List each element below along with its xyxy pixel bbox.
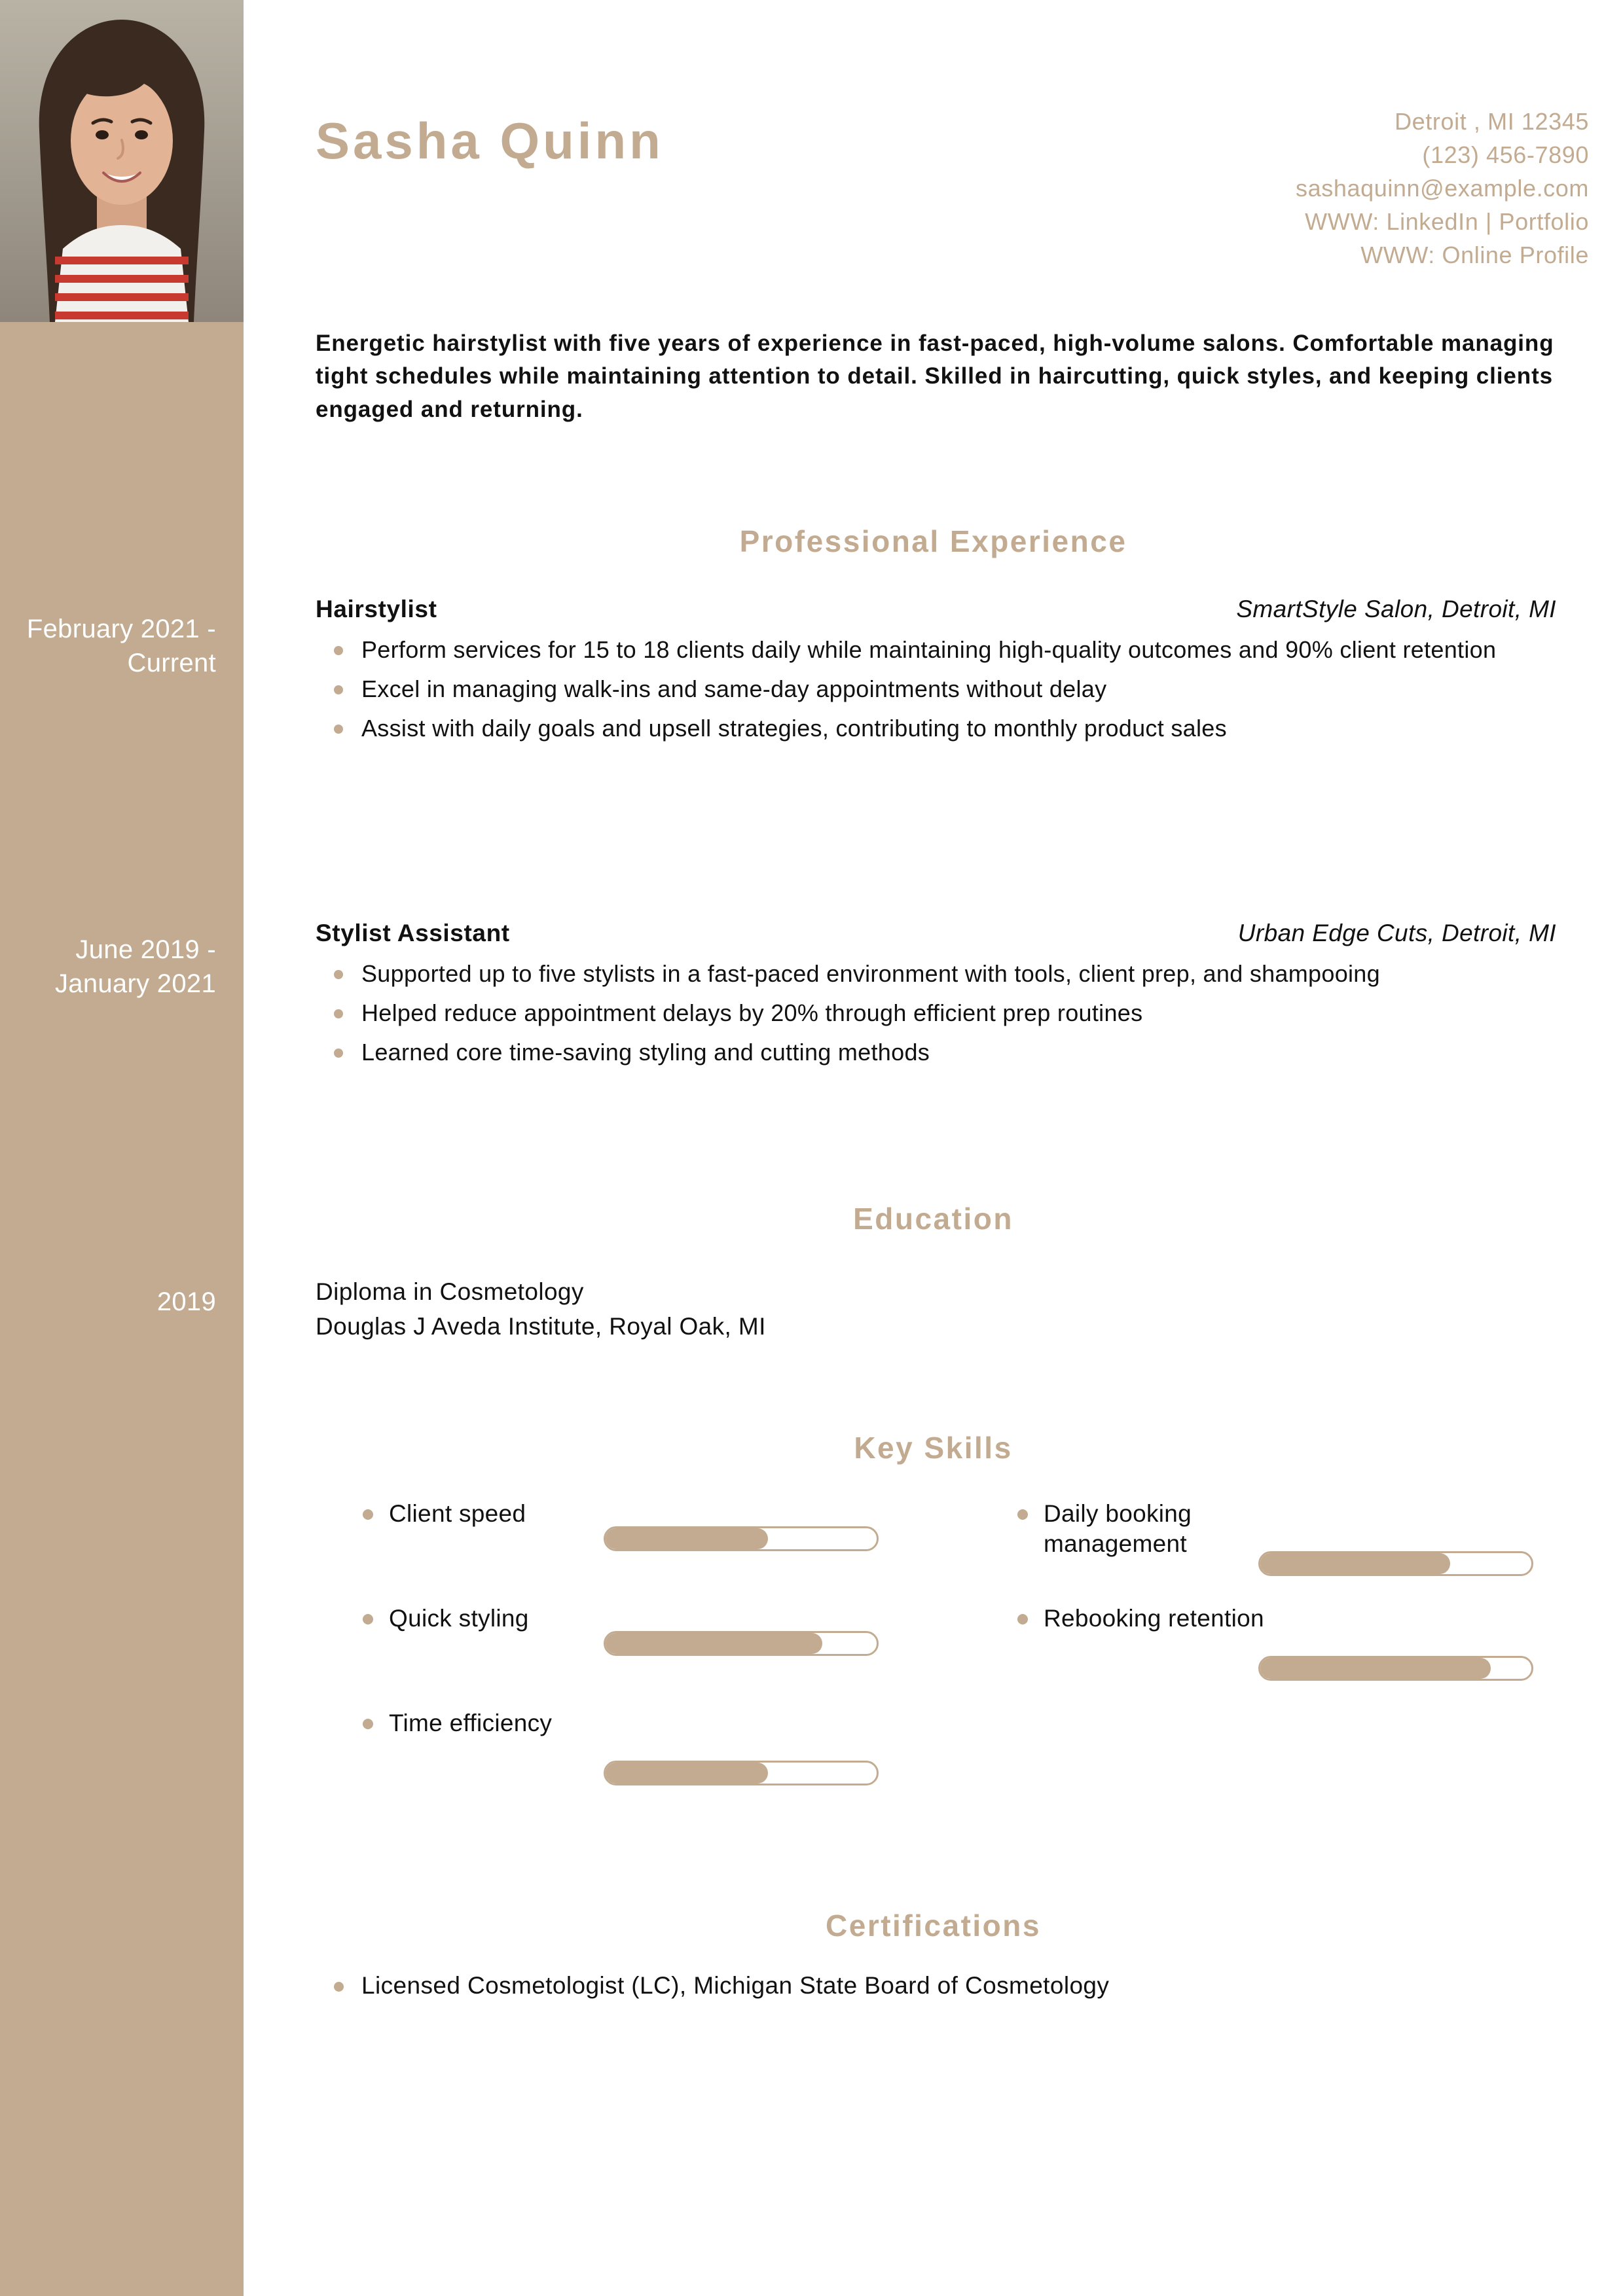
bullet-icon	[1017, 1614, 1028, 1624]
bullet-text: Learned core time-saving styling and cutting methods	[361, 1039, 930, 1066]
list-item	[316, 1970, 1556, 2001]
experience-header	[316, 596, 1556, 626]
certification-text: Licensed Cosmetologist (LC), Michigan State Board of Cosmetology	[361, 1972, 1110, 1999]
bullet-icon	[334, 1009, 343, 1018]
contact-profile: WWW: Online Profile	[1360, 242, 1589, 269]
sidebar-date-education: 2019	[156, 1287, 216, 1316]
skill-label: Daily booking management	[1044, 1500, 1192, 1557]
bullet-icon	[334, 725, 343, 734]
certifications-list	[316, 1970, 1556, 2001]
skill-level-bar	[1258, 1551, 1533, 1576]
skill-level-fill	[606, 1528, 768, 1549]
skill-label: Rebooking retention	[1044, 1605, 1264, 1632]
skill-level-fill	[606, 1633, 822, 1654]
sidebar-date-experience-1: June 2019 - January 2021	[54, 935, 216, 998]
bullet-icon	[363, 1509, 373, 1520]
job-title: Stylist Assistant	[316, 920, 510, 946]
list-item	[316, 713, 1556, 744]
education-degree: Diploma in Cosmetology	[316, 1278, 584, 1305]
page-title: Sasha Quinn	[316, 112, 664, 170]
section-heading-skills: Key Skills	[854, 1431, 1013, 1465]
education-entry	[316, 1275, 766, 1344]
education-school: Douglas J Aveda Institute, Royal Oak, MI	[316, 1312, 766, 1340]
skill-level-fill	[1260, 1658, 1491, 1679]
section-heading-education: Education	[853, 1202, 1013, 1236]
main-content	[244, 0, 1623, 2296]
list-item	[316, 959, 1556, 989]
contact-phone: (123) 456-7890	[1422, 141, 1589, 169]
section-heading-experience: Professional Experience	[739, 524, 1127, 558]
list-item	[316, 1037, 1556, 1067]
skill-level-bar	[1258, 1656, 1533, 1681]
skill-level-fill	[1260, 1553, 1450, 1574]
bullet-text: Assist with daily goals and upsell strategies, contributing to monthly product sales	[361, 715, 1227, 742]
skill-level-bar	[604, 1526, 879, 1551]
contact-email: sashaquinn@example.com	[1296, 175, 1589, 202]
skill-level-bar	[604, 1631, 879, 1656]
bullet-text: Supported up to five stylists in a fast-paced environment with tools, client prep, and shampooing	[361, 960, 1380, 987]
job-title: Hairstylist	[316, 596, 437, 622]
contact-block	[1296, 105, 1589, 272]
bullet-icon	[334, 646, 343, 655]
contact-links: WWW: LinkedIn | Portfolio	[1305, 208, 1589, 236]
experience-header	[316, 920, 1556, 950]
experience-entry	[316, 596, 1556, 753]
bullet-icon	[334, 1049, 343, 1058]
skill-label: Client speed	[389, 1500, 526, 1527]
bullet-icon	[334, 1982, 344, 1992]
experience-entry	[316, 920, 1556, 1077]
profile-photo	[0, 0, 244, 322]
bullet-icon	[1017, 1509, 1028, 1520]
list-item	[316, 635, 1556, 665]
bullet-icon	[334, 685, 343, 694]
skill-level-fill	[606, 1763, 768, 1784]
bullet-text: Helped reduce appointment delays by 20% through efficient prep routines	[361, 999, 1143, 1027]
professional-summary: Energetic hairstylist with five years of experience in fast-paced, high-volume salons. Comfortable managing tight schedules while maintaining attention to detail. Skilled in haircutting, quick styles, and keeping clients engaged and returning.	[316, 331, 1554, 422]
bullet-icon	[363, 1614, 373, 1624]
section-heading-certifications: Certifications	[826, 1909, 1041, 1943]
list-item	[316, 998, 1556, 1028]
experience-bullets	[316, 635, 1556, 744]
bullet-text: Perform services for 15 to 18 clients daily while maintaining high-quality outcomes and 90% client retention	[361, 636, 1497, 663]
sidebar-date-experience-0: February 2021 - Current	[26, 615, 216, 677]
experience-bullets	[316, 959, 1556, 1067]
skill-label: Time efficiency	[389, 1710, 553, 1736]
skill-label: Quick styling	[389, 1605, 529, 1632]
bullet-icon	[363, 1719, 373, 1729]
bullet-icon	[334, 970, 343, 979]
sidebar	[0, 0, 244, 2296]
contact-address: Detroit , MI 12345	[1395, 108, 1589, 135]
job-company: Urban Edge Cuts, Detroit, MI	[1237, 920, 1556, 946]
list-item	[316, 674, 1556, 704]
bullet-text: Excel in managing walk-ins and same-day appointments without delay	[361, 675, 1107, 703]
skill-level-bar	[604, 1761, 879, 1785]
job-company: SmartStyle Salon, Detroit, MI	[1236, 596, 1556, 622]
